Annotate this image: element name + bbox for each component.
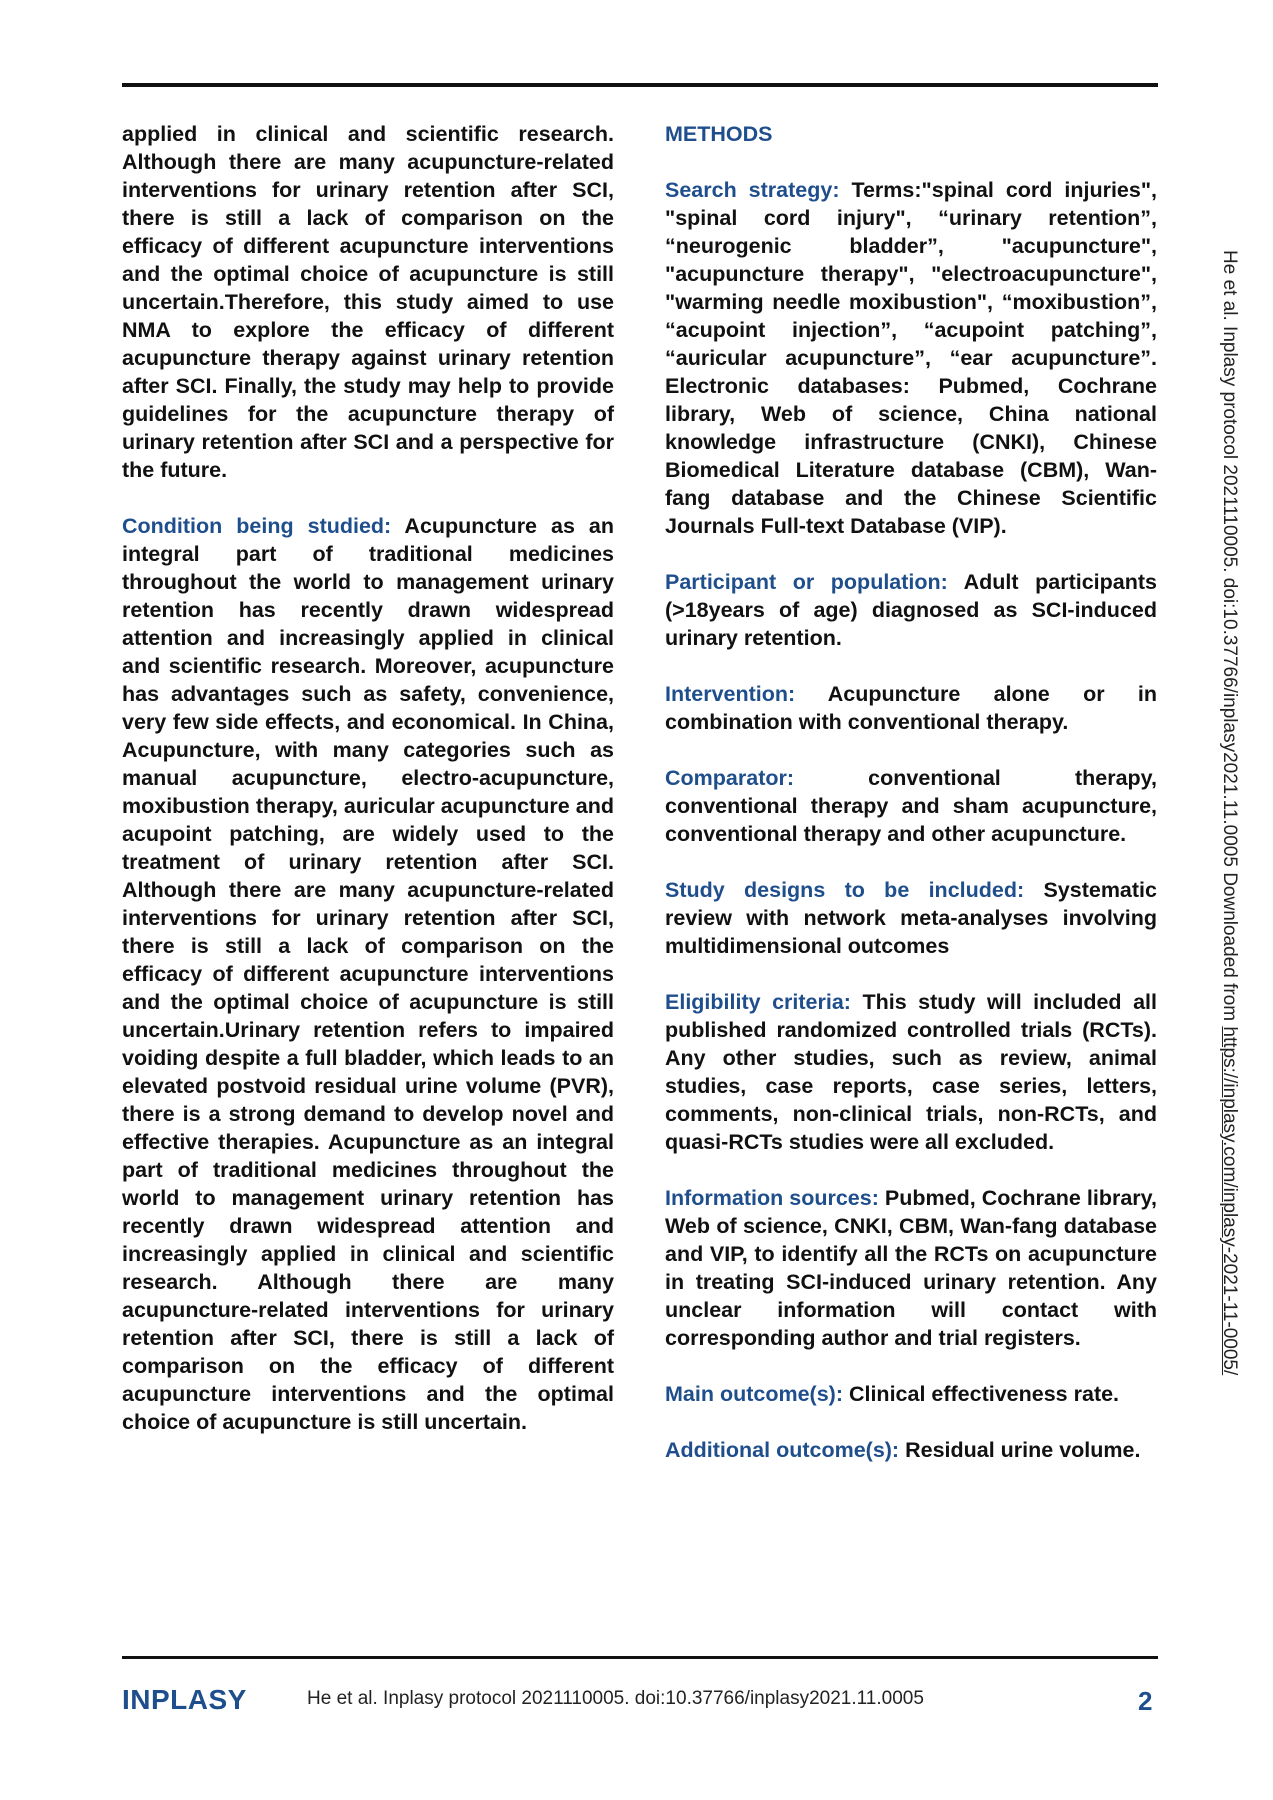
intervention-paragraph (665, 680, 1157, 736)
information-sources-heading: Information sources: (665, 1186, 879, 1210)
condition-text: Acupuncture as an integral part of traditional medicines throughout the world to management urinary retention has recently drawn widespread attention and increasingly applied in clinical and scientific research. Moreover, acupuncture has advantages such as safety, convenience, very few side effects, and economical. In China, Acupuncture, with many categories such as manual acupuncture, electro-acupuncture, moxibustion therapy, auricular acupuncture and acupoint patching, are widely used to the treatment of urinary retention after SCI. Although there are many acupuncture-related interventions for urinary retention after SCI, there is still a lack of comparison on the efficacy of different acupuncture interventions and the optimal choice of acupuncture is still uncertain.Urinary retention refers to impaired voiding despite a full bladder, which leads to an elevated postvoid residual urine volume (PVR), there is a strong demand to develop novel and effective therapies. Acupuncture as an integral part of traditional medicines throughout the world to management urinary retention has recently drawn widespread attention and increasingly applied in clinical and scientific research. Although there are many acupuncture-related interventions for urinary retention after SCI, there is still a lack of comparison on the efficacy of different acupuncture interventions and the optimal choice of acupuncture is still uncertain. (122, 514, 615, 1434)
eligibility-heading: Eligibility criteria: (665, 990, 851, 1014)
page-number: 2 (1138, 1686, 1153, 1716)
study-designs-text: Systematic review with network meta-analyses involving multidimensional outcomes (665, 878, 1157, 958)
participant-paragraph (665, 568, 1157, 652)
participant-heading: Participant or population: (665, 570, 948, 594)
intro-paragraph: applied in clinical and scientific research. Although there are many acupuncture-related interventions for urinary retention after SCI, there is still a lack of comparison on the efficacy of different acupuncture interventions and the optimal choice of acupuncture is still uncertain.Therefore, this study aimed to use NMA to explore the efficacy of different acupuncture therapy against urinary retention after SCI. Finally, the study may help to provide guidelines for the acupuncture therapy of urinary retention after SCI and a perspective for the future. (122, 122, 614, 482)
comparator-paragraph (665, 764, 1157, 848)
search-strategy-text: Terms:"spinal cord injuries", "spinal cord injury", “urinary retention”, “neurogenic bladder”, "acupuncture", "acupuncture therapy", "electroacupuncture", "warming needle moxibustion", “moxibustion”, “acupoint injection”, “acupoint patching”, “auricular acupuncture”, “ear acupuncture”. Electronic databases: Pubmed, Cochrane library, Web of science, China national knowledge infrastructure (CNKI), Chinese Biomedical Literature database (CBM), Wan-fang database and the Chinese Scientific Journals Full-text Database (VIP). (665, 178, 1157, 538)
study-designs-heading: Study designs to be included: (665, 878, 1025, 902)
methods-title: METHODS (665, 122, 773, 146)
footer-citation: He et al. Inplasy protocol 2021110005. doi:10.37766/inplasy2021.11.0005 (307, 1688, 924, 1709)
top-rule (122, 83, 1158, 87)
information-sources-paragraph (665, 1184, 1157, 1352)
eligibility-text: This study will included all published randomized controlled trials (RCTs). Any other studies, such as review, animal studies, case reports, case series, letters, comments, non-clinical trials, non-RCTs, and quasi-RCTs studies were all excluded. (665, 990, 1157, 1154)
additional-outcome-text: Residual urine volume. (899, 1438, 1141, 1462)
comparator-text: conventional therapy, conventional therapy and sham acupuncture, conventional therapy and other acupuncture. (665, 766, 1157, 846)
additional-outcome-paragraph (665, 1436, 1157, 1464)
bottom-rule (122, 1656, 1158, 1659)
search-strategy-heading: Search strategy: (665, 178, 840, 202)
condition-heading: Condition being studied: (122, 514, 392, 538)
eligibility-paragraph (665, 988, 1157, 1156)
information-sources-text: Pubmed, Cochrane library, Web of science, CNKI, CBM, Wan-fang database and VIP, to identify all the RCTs on acupuncture in treating SCI-induced urinary retention. Any unclear information will contact with corresponding author and trial registers. (665, 1186, 1157, 1350)
intervention-text: Acupuncture alone or in combination with conventional therapy. (665, 682, 1157, 734)
additional-outcome-heading: Additional outcome(s): (665, 1438, 900, 1462)
right-column (665, 120, 1157, 1492)
intervention-heading: Intervention: (665, 682, 796, 706)
search-strategy-paragraph (665, 176, 1157, 540)
left-column (122, 120, 614, 1464)
main-outcome-heading: Main outcome(s): (665, 1382, 843, 1406)
side-download-note (1218, 250, 1240, 1750)
side-note-text: He et al. Inplasy protocol 2021110005. doi:10.37766/inplasy2021.11.0005 Downloaded from (1219, 250, 1240, 1027)
footer-brand-logo: INPLASY (122, 1684, 247, 1715)
condition-paragraph (122, 512, 614, 1436)
side-note-link[interactable]: https://inplasy.com/inplasy-2021-11-0005/ (1219, 1026, 1240, 1376)
study-designs-paragraph (665, 876, 1157, 960)
main-outcome-paragraph (665, 1380, 1157, 1408)
participant-text: Adult participants (>18years of age) diagnosed as SCI-induced urinary retention. (665, 570, 1157, 650)
main-outcome-text: Clinical effectiveness rate. (842, 1382, 1120, 1406)
comparator-heading: Comparator: (665, 766, 795, 790)
